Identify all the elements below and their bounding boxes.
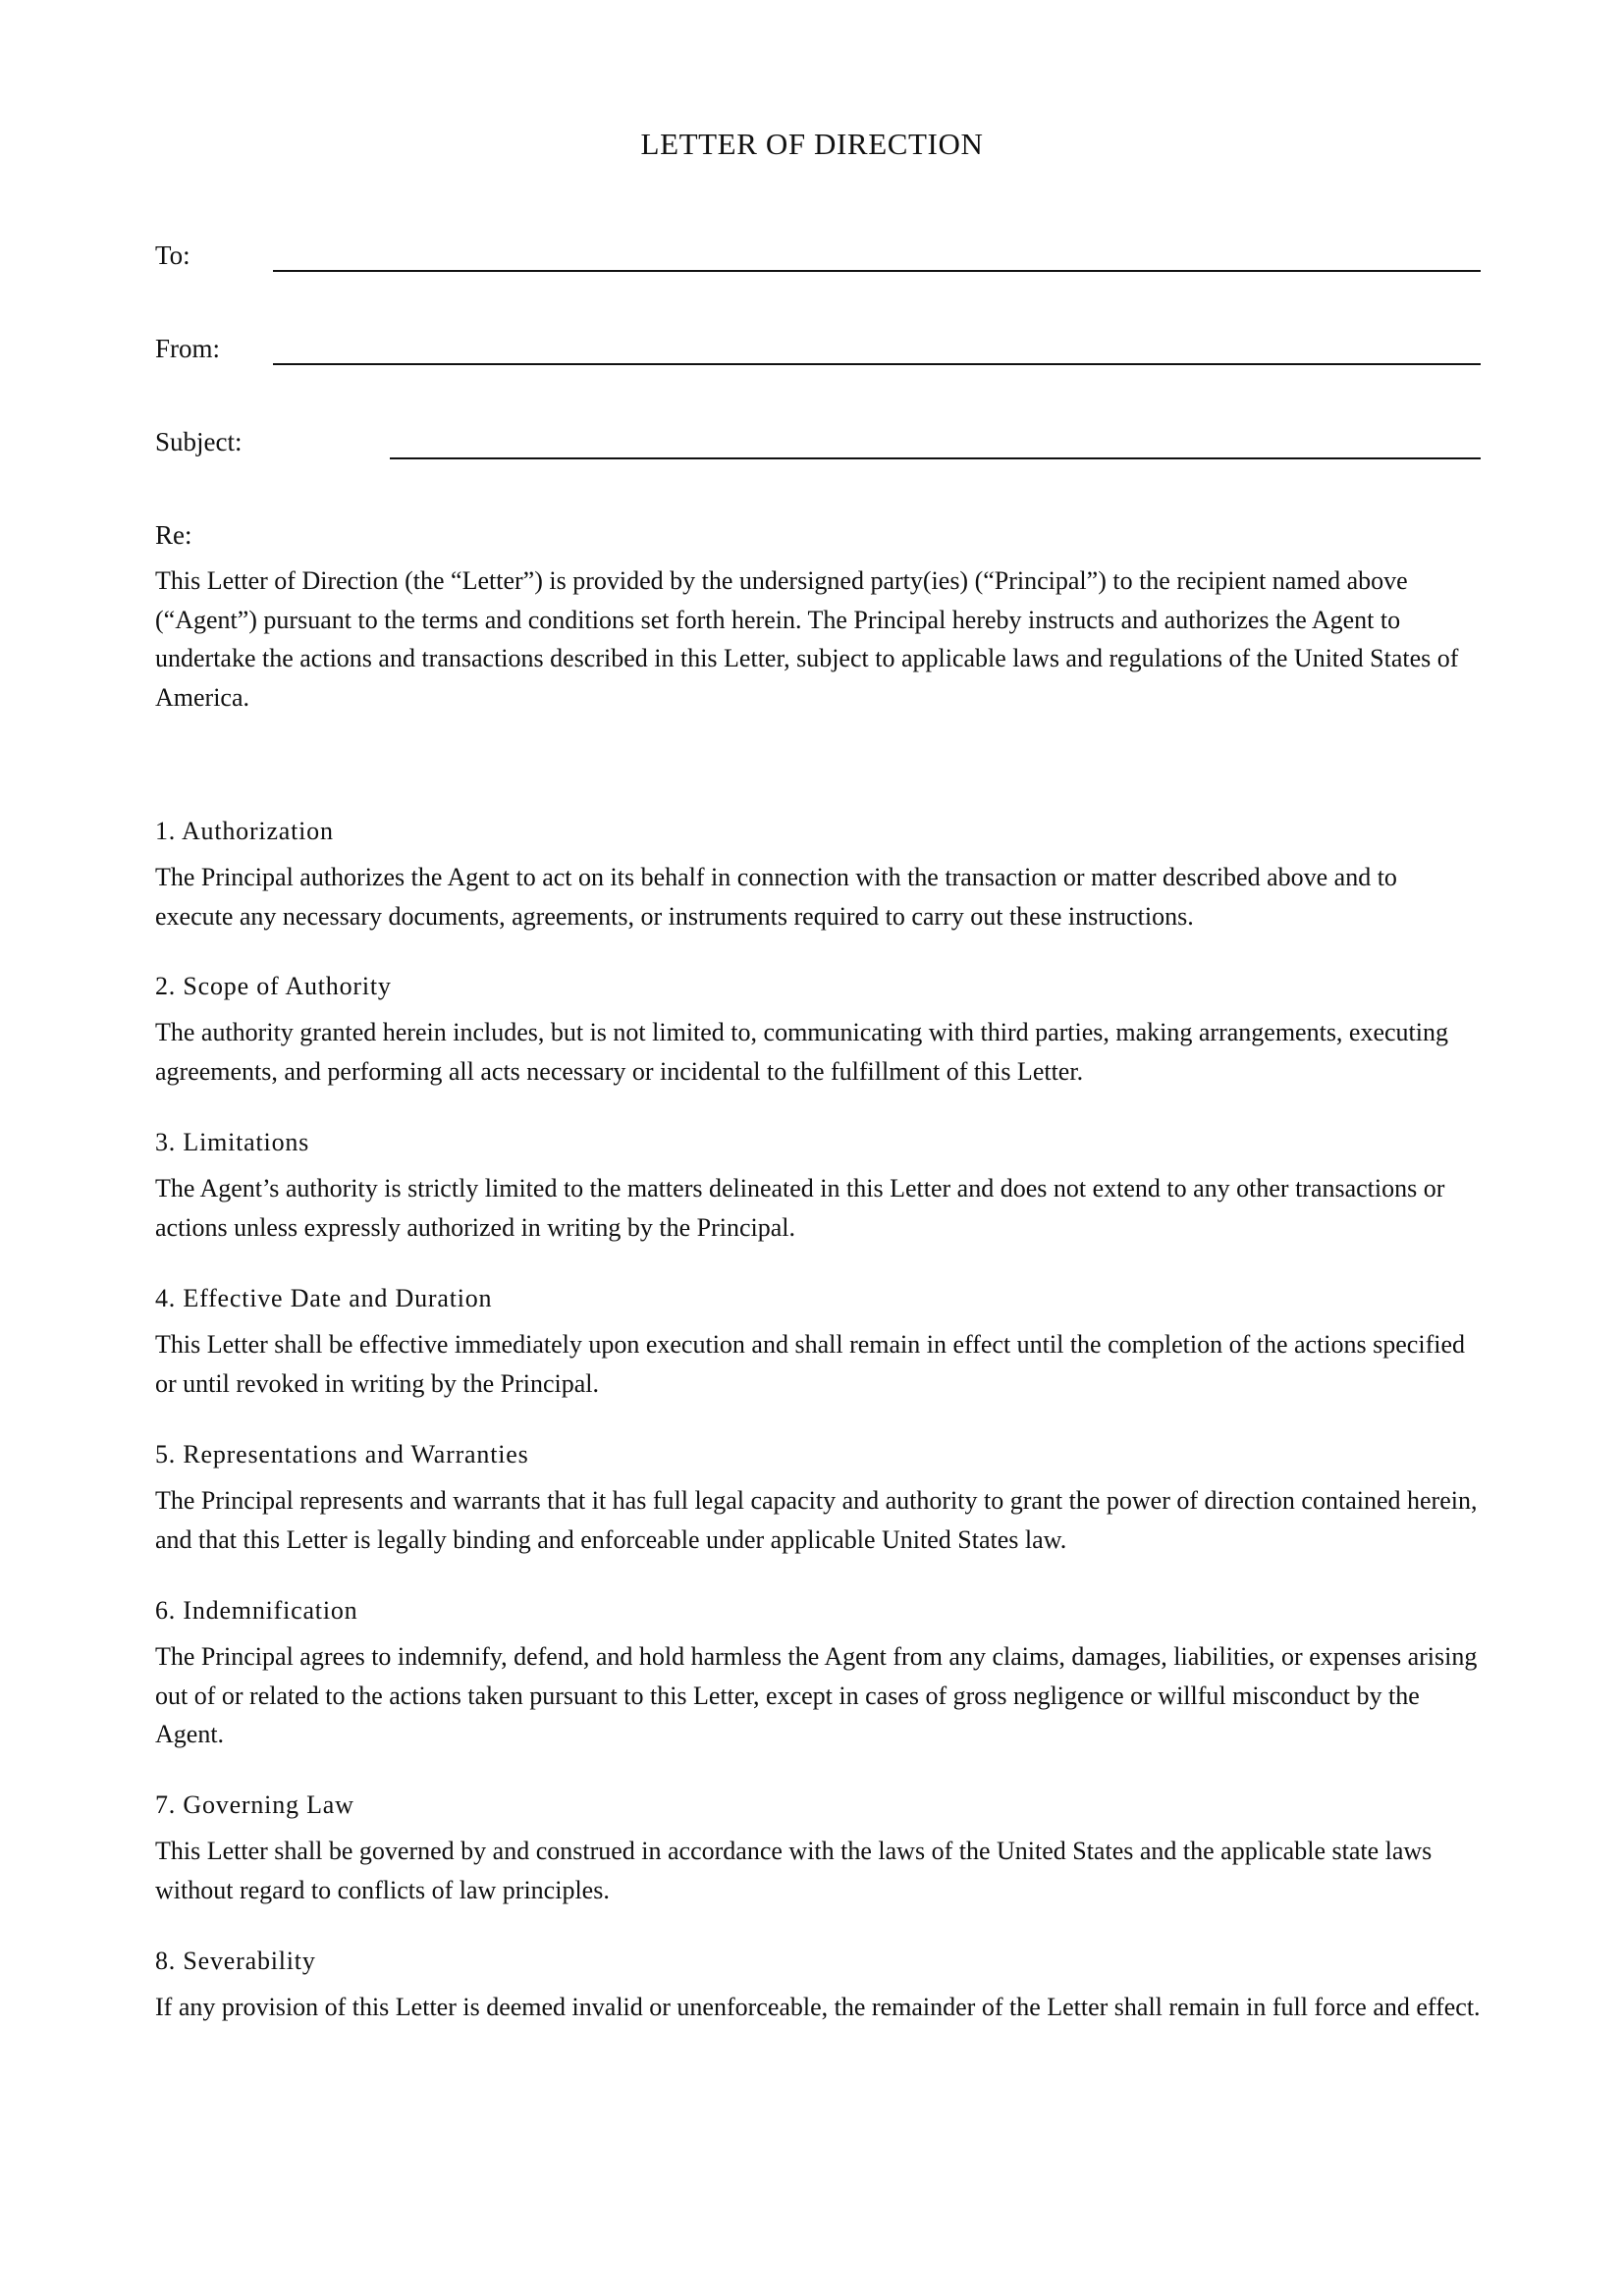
section-heading: 5. Representations and Warranties [155, 1440, 529, 1468]
section-heading: 8. Severability [155, 1947, 316, 1975]
from-label: From: [155, 334, 221, 363]
to-blank-line [273, 270, 1481, 272]
document-title: LETTER OF DIRECTION [640, 127, 984, 161]
section-heading: 1. Authorization [155, 817, 334, 845]
section-body: The authority granted herein includes, but is not limited to, communicating with third parties, making arrangements, executing agreements, and performing all acts necessary or incidental to the fulfillment of this Letter. [155, 1018, 1448, 1086]
re-label: Re: [155, 520, 192, 550]
section-body: The Principal represents and warrants that it has full legal capacity and authority to grant the power of direction contained herein, and that this Letter is legally binding and enforceable under applicable United States law. [155, 1486, 1478, 1554]
section-body: The Agent’s authority is strictly limited to the matters delineated in this Letter and does not extend to any other transactions or actions unless expressly authorized in writing by the Principal. [155, 1174, 1445, 1242]
section-scope-of-authority [155, 970, 1481, 1091]
to-label: To: [155, 240, 190, 270]
section-body: If any provision of this Letter is deemed invalid or unenforceable, the remainder of the Letter shall remain in full force and effect. [155, 1993, 1481, 2021]
section-heading: 2. Scope of Authority [155, 972, 392, 1000]
section-effective-date [155, 1282, 1481, 1403]
section-severability [155, 1945, 1481, 2027]
section-body: The Principal authorizes the Agent to act on its behalf in connection with the transaction or matter described above and to execute any necessary documents, agreements, or instruments required to carry out these instructions. [155, 863, 1397, 931]
section-heading: 6. Indemnification [155, 1596, 358, 1625]
section-authorization [155, 815, 1481, 935]
from-blank-line [273, 363, 1481, 365]
section-heading: 7. Governing Law [155, 1790, 354, 1819]
section-indemnification [155, 1594, 1481, 1754]
section-heading: 3. Limitations [155, 1128, 310, 1156]
subject-blank-line [390, 457, 1481, 459]
section-representations [155, 1438, 1481, 1559]
section-body: This Letter shall be governed by and construed in accordance with the laws of the United States and the applicable state laws without regard to conflicts of law principles. [155, 1837, 1433, 1904]
section-governing-law [155, 1789, 1481, 1909]
section-body: This Letter shall be effective immediately upon execution and shall remain in effect until the completion of the actions specified or until revoked in writing by the Principal. [155, 1330, 1465, 1398]
section-limitations [155, 1126, 1481, 1247]
section-body: The Principal agrees to indemnify, defend, and hold harmless the Agent from any claims, damages, liabilities, or expenses arising out of or related to the actions taken pursuant to this Letter, except in cases of gross negligence or willful misconduct by the Agent. [155, 1642, 1478, 1748]
intro-paragraph: This Letter of Direction (the “Letter”) is provided by the undersigned party(ies) (“Principal”) to the recipient named above (“Agent”) pursuant to the terms and conditions set forth herein. The Principal hereby instructs and authorizes the Agent to undertake the actions and transactions described in this Letter, subject to applicable laws and regulations of the United States of America. [155, 566, 1459, 712]
section-heading: 4. Effective Date and Duration [155, 1284, 493, 1312]
subject-label: Subject: [155, 427, 243, 456]
